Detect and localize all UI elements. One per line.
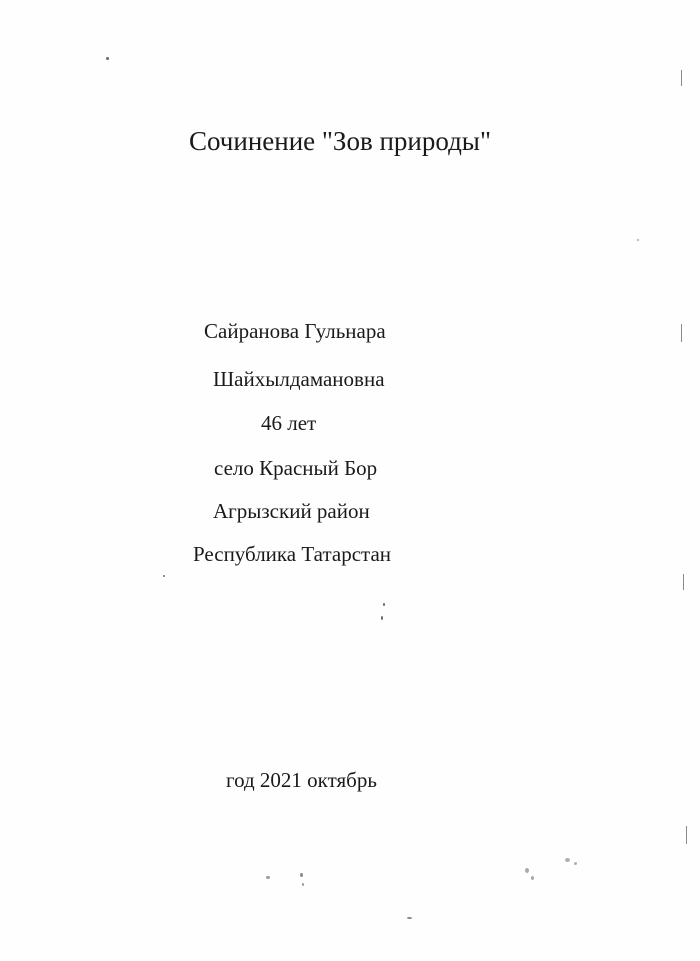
scan-speck	[381, 616, 383, 620]
scan-speck	[266, 876, 270, 879]
scan-edge-mark	[681, 324, 682, 342]
author-district: Агрызский район	[213, 499, 370, 523]
scan-edge-mark	[686, 826, 687, 844]
author-patronymic: Шайхылдамановна	[213, 367, 385, 391]
author-surname-name: Сайранова Гульнара	[204, 319, 386, 343]
scan-speck	[302, 883, 304, 886]
scan-speck	[637, 239, 639, 241]
scan-speck	[300, 873, 303, 877]
scan-speck	[531, 876, 534, 880]
essay-title: Сочинение "Зов природы"	[189, 126, 491, 156]
scan-edge-mark	[681, 70, 682, 86]
scan-speck	[525, 868, 529, 873]
author-village: село Красный Бор	[214, 456, 378, 480]
scan-speck	[106, 57, 109, 60]
scan-speck	[407, 917, 412, 919]
scan-speck	[163, 575, 165, 577]
scan-edge-mark	[683, 574, 684, 590]
document-date: год 2021 октябрь	[226, 768, 377, 792]
scan-speck	[383, 603, 385, 606]
scan-speck	[574, 862, 577, 865]
author-republic: Республика Татарстан	[193, 542, 392, 566]
author-age: 46 лет	[261, 411, 317, 435]
scan-speck	[565, 858, 570, 862]
